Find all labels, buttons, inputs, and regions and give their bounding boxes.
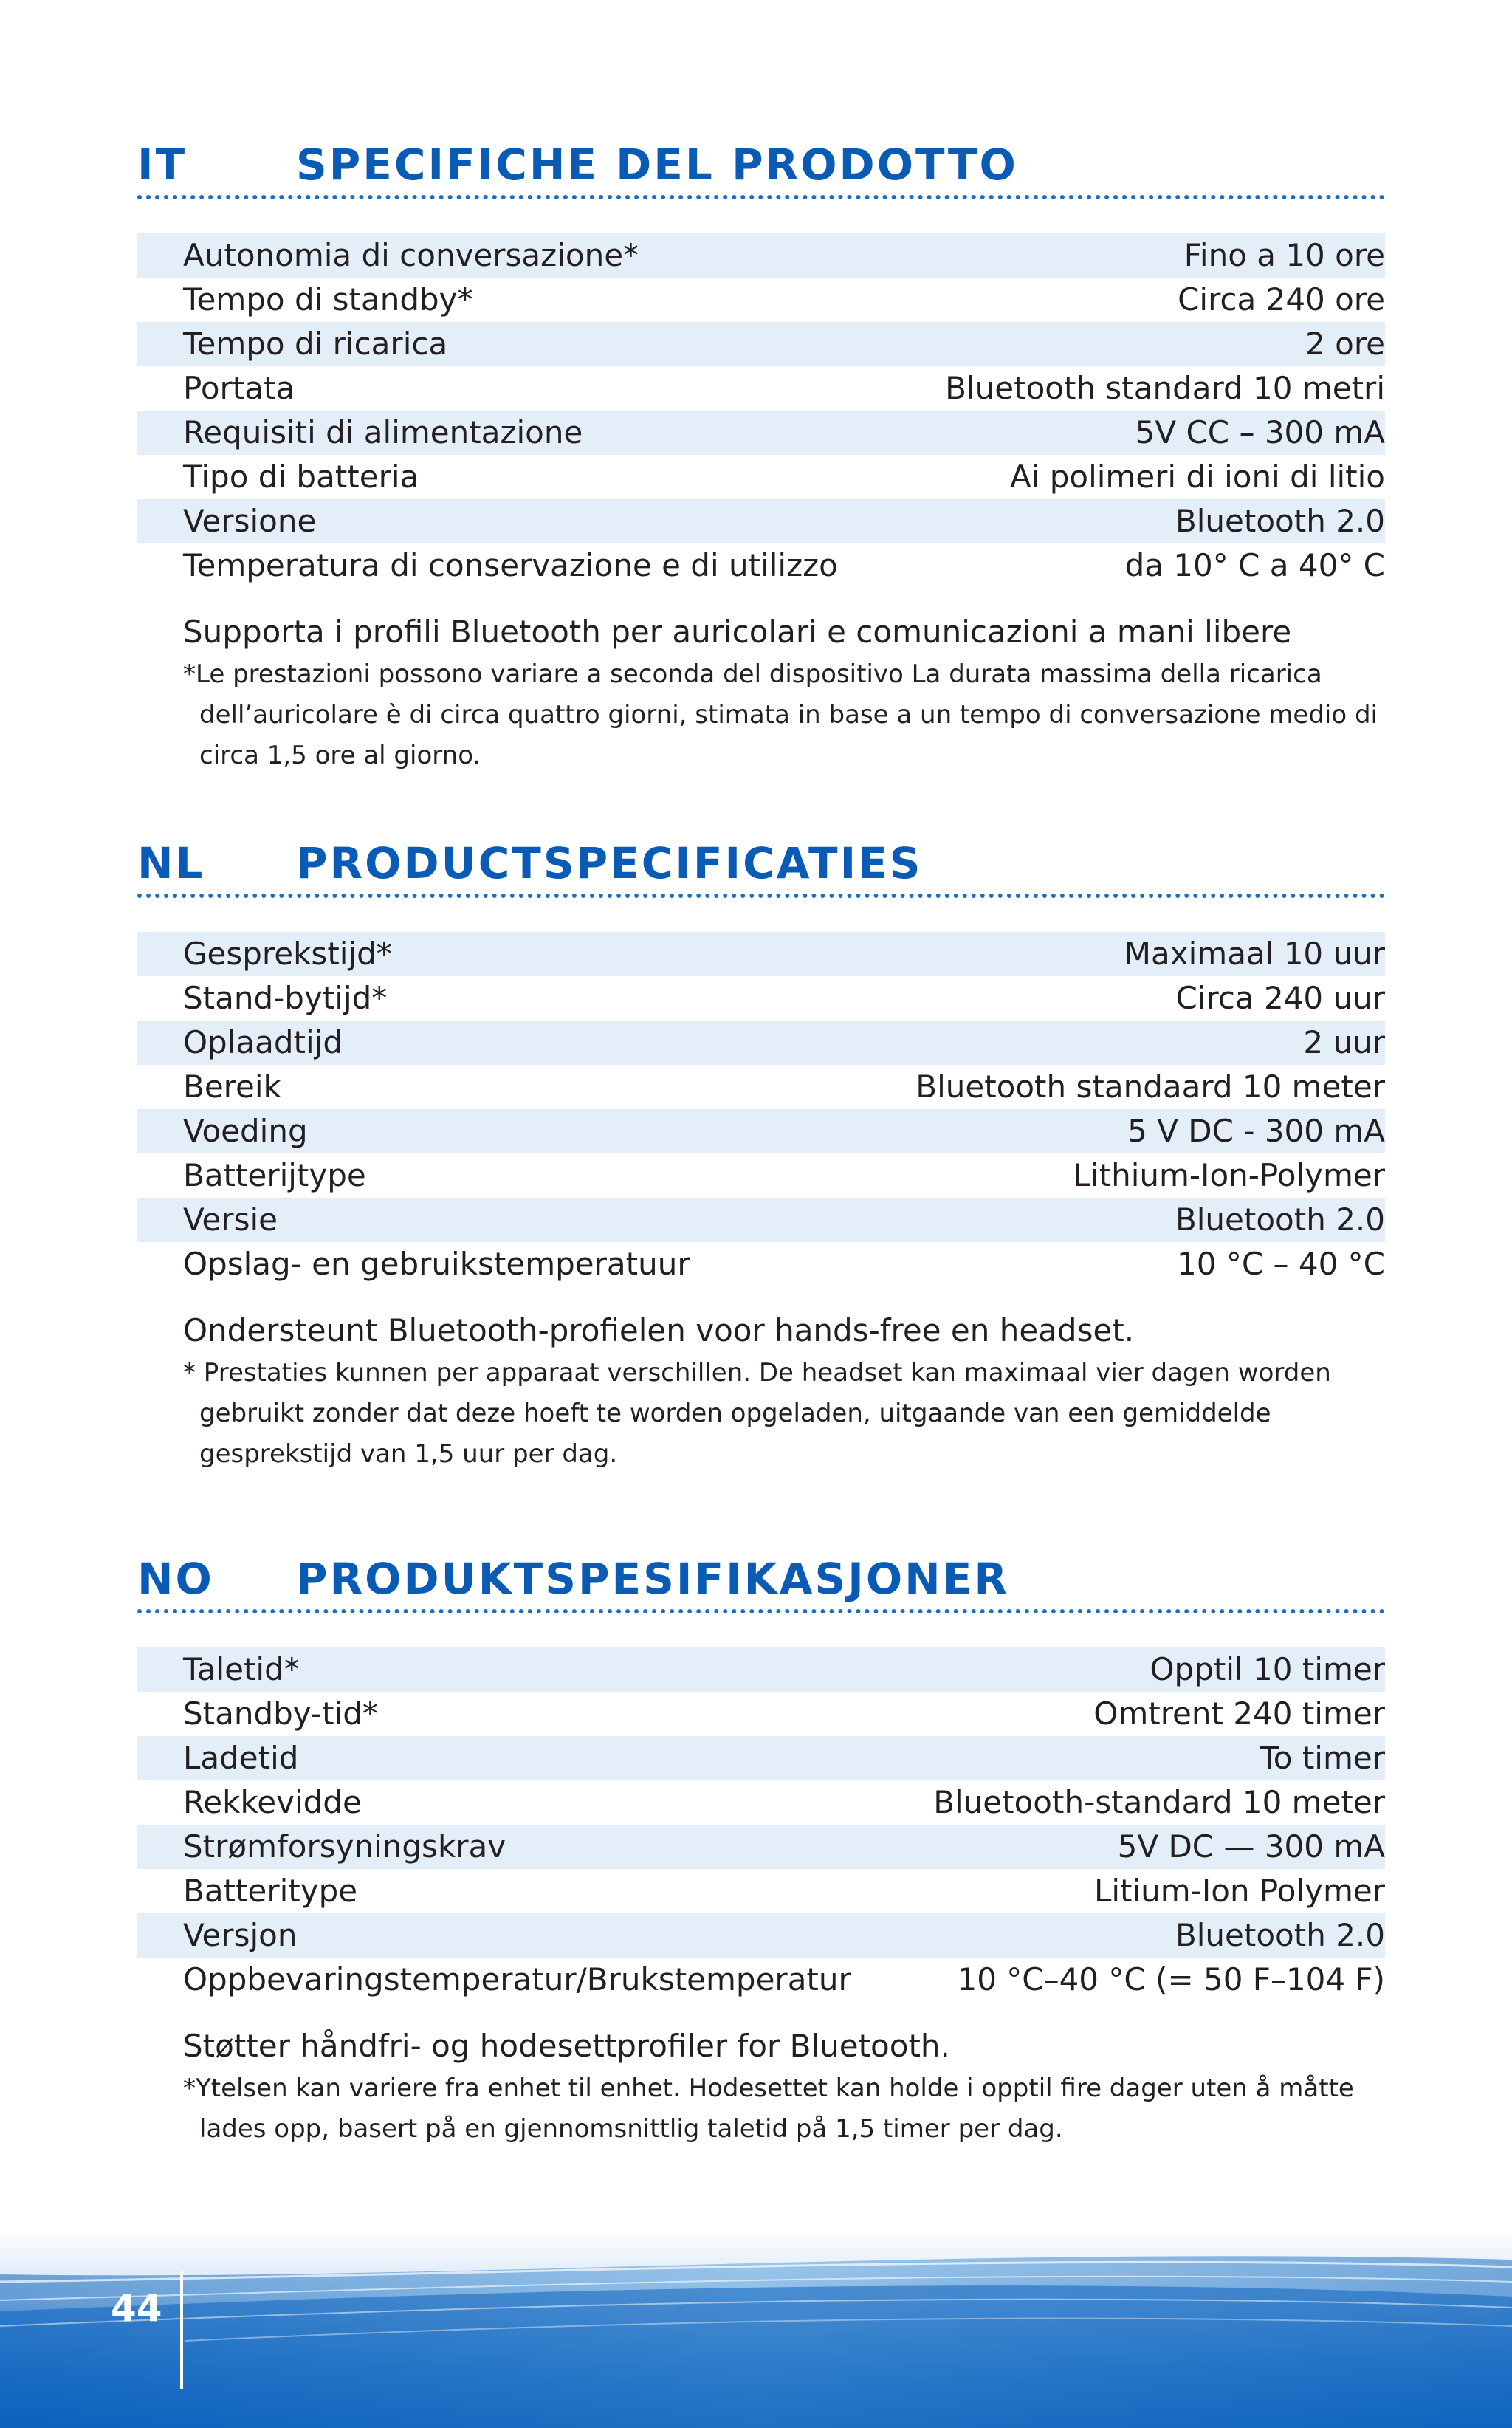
spec-row [137, 1021, 1385, 1065]
spec-label: Temperatura di conservazione e di utilizzo [183, 547, 838, 583]
spec-row [137, 1913, 1385, 1958]
spec-value: Litium-Ion Polymer [1093, 1873, 1385, 1909]
spec-label: Versie [183, 1201, 278, 1238]
spec-label: Batterijtype [183, 1157, 366, 1193]
spec-label: Ladetid [183, 1740, 299, 1776]
spec-value: da 10° C a 40° C [1124, 547, 1385, 583]
section-heading [137, 139, 1018, 191]
footer-wave-graphic [0, 2230, 1512, 2428]
spec-label: Oppbevaringstemperatur/Brukstemperatur [183, 1961, 851, 1997]
section-title: SPECIFICHE DEL PRODOTTO [296, 140, 1018, 190]
section-title: PRODUCTSPECIFICATIES [296, 838, 923, 888]
spec-row [137, 278, 1385, 322]
spec-value: 5V DC — 300 mA [1117, 1828, 1385, 1865]
spec-label: Oplaadtijd [183, 1024, 343, 1060]
section-title: PRODUKTSPESIFIKASJONER [296, 1554, 1009, 1604]
spec-row [137, 1736, 1385, 1780]
dotted-divider [137, 1609, 1385, 1613]
spec-value: Opptil 10 timer [1150, 1651, 1385, 1687]
spec-value: Circa 240 ore [1178, 281, 1385, 318]
spec-label: Gesprekstijd* [183, 936, 392, 972]
spec-row [137, 1869, 1385, 1913]
spec-value: Maximaal 10 uur [1124, 936, 1385, 972]
spec-label: Versione [183, 503, 317, 539]
spec-value: Bluetooth-standard 10 meter [933, 1784, 1385, 1820]
spec-label: Stand-bytijd* [183, 980, 388, 1016]
section-heading [137, 837, 923, 889]
spec-table [137, 1647, 1385, 2002]
spec-row [137, 1065, 1385, 1109]
spec-row [137, 366, 1385, 411]
spec-label: Requisiti di alimentazione [183, 414, 583, 450]
dotted-divider [137, 894, 1385, 898]
spec-row [137, 455, 1385, 499]
spec-row [137, 976, 1385, 1021]
language-code: NL [137, 838, 205, 888]
footnote: * Prestaties kunnen per apparaat verschillen. De headset kan maximaal vier dagen worden gebruikt zonder dat deze hoeft te worden opgeladen, uitgaande van een gemiddelde gesprekstijd van 1,5 uur per dag. [183, 1358, 1331, 1469]
language-code: IT [137, 140, 188, 190]
spec-value: Bluetooth standard 10 metri [945, 370, 1385, 406]
spec-value: Bluetooth standaard 10 meter [915, 1069, 1385, 1105]
spec-row [137, 1198, 1385, 1242]
spec-row [137, 499, 1385, 543]
spec-value: Bluetooth 2.0 [1175, 1917, 1385, 1953]
footnote: *Le prestazioni possono variare a seconda del dispositivo La durata massima della ricarica dell’auricolare è di circa quattro giorni, stimata in base a un tempo di conversazione medio di circa 1,5 ore al giorno. [183, 659, 1378, 770]
spec-value: Circa 240 uur [1175, 980, 1385, 1016]
spec-label: Opslag- en gebruikstemperatuur [183, 1246, 690, 1282]
spec-row [137, 1692, 1385, 1736]
spec-value: 5V CC – 300 mA [1135, 414, 1385, 450]
spec-label: Batteritype [183, 1873, 358, 1909]
spec-row [137, 543, 1385, 588]
page-number: 44 [111, 2287, 162, 2330]
spec-value: 2 ore [1305, 326, 1385, 362]
spec-label: Standby-tid* [183, 1695, 378, 1732]
spec-row [137, 932, 1385, 976]
spec-value: To timer [1260, 1740, 1385, 1776]
spec-value: Fino a 10 ore [1183, 237, 1385, 273]
spec-value: 10 °C – 40 °C [1177, 1246, 1385, 1282]
spec-value: 5 V DC - 300 mA [1127, 1113, 1385, 1149]
spec-value: 10 °C–40 °C (= 50 F–104 F) [957, 1961, 1385, 1997]
spec-row [137, 411, 1385, 455]
spec-value: Ai polimeri di ioni di litio [1009, 459, 1385, 495]
spec-row [137, 1242, 1385, 1286]
spec-label: Versjon [183, 1917, 298, 1953]
profile-support-text: Supporta i profili Bluetooth per auricolari e comunicazioni a mani libere [183, 614, 1292, 650]
spec-label: Taletid* [183, 1651, 300, 1687]
language-code: NO [137, 1554, 214, 1604]
page-number-divider [180, 2271, 183, 2389]
spec-label: Rekkevidde [183, 1784, 362, 1820]
spec-row [137, 1780, 1385, 1825]
spec-value: Lithium-Ion-Polymer [1073, 1157, 1385, 1193]
spec-row [137, 1647, 1385, 1692]
spec-value: 2 uur [1303, 1024, 1385, 1060]
profile-support-text: Ondersteunt Bluetooth-profielen voor hands-free en headset. [183, 1312, 1135, 1348]
spec-table [137, 233, 1385, 588]
spec-row [137, 1153, 1385, 1198]
spec-value: Omtrent 240 timer [1093, 1695, 1385, 1732]
spec-row [137, 1825, 1385, 1869]
spec-row [137, 1958, 1385, 2002]
spec-value: Bluetooth 2.0 [1175, 1201, 1385, 1238]
spec-value: Bluetooth 2.0 [1175, 503, 1385, 539]
spec-label: Tipo di batteria [183, 459, 419, 495]
spec-label: Strømforsyningskrav [183, 1828, 506, 1865]
spec-label: Tempo di ricarica [183, 326, 448, 362]
spec-row [137, 322, 1385, 366]
profile-support-text: Støtter håndfri- og hodesettprofiler for Bluetooth. [183, 2028, 950, 2064]
spec-row [137, 233, 1385, 278]
spec-label: Portata [183, 370, 295, 406]
spec-label: Bereik [183, 1069, 281, 1105]
dotted-divider [137, 195, 1385, 199]
footnote: *Ytelsen kan variere fra enhet til enhet. Hodesettet kan holde i opptil fire dager uten å måtte lades opp, basert på en gjennomsnittlig taletid på 1,5 timer per dag. [183, 2074, 1354, 2144]
spec-table [137, 932, 1385, 1286]
spec-label: Voeding [183, 1113, 308, 1149]
spec-label: Tempo di standby* [183, 281, 473, 318]
section-heading [137, 1553, 1009, 1605]
spec-label: Autonomia di conversazione* [183, 237, 639, 273]
spec-row [137, 1109, 1385, 1153]
